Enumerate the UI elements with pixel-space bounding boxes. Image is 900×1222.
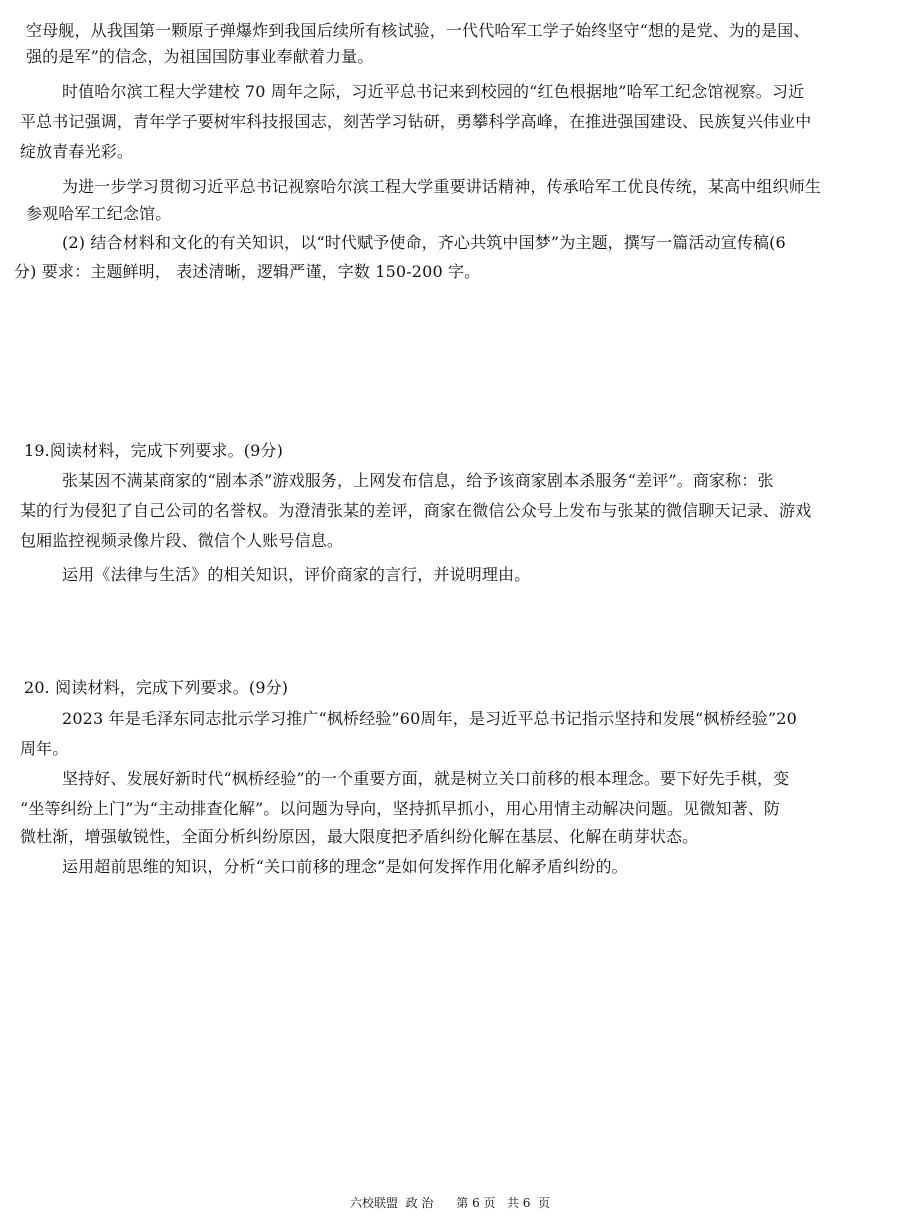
question-20-material-line: 坚持好、发展好新时代“枫桥经验”的一个重要方面，就是树立关口前移的根本理念。要下好先手棋，变 (62, 769, 790, 788)
question-19-material-line: 某的行为侵犯了自己公司的名誉权。为澄清张某的差评，商家在微信公众号上发布与张某的微信聊天记录、游戏 (20, 501, 812, 520)
intro-line: 强的是军”的信念，为祖国国防事业奉献着力量。 (26, 47, 374, 66)
question-20-task: 运用超前思维的知识，分析“关口前移的理念”是如何发挥作用化解矛盾纠纷的。 (62, 857, 628, 876)
intro-line: 空母舰，从我国第一颗原子弹爆炸到我国后续所有核试验，一代代哈军工学子始终坚守“想的是党、为的是国、 (26, 21, 810, 40)
paragraph-line: 绽放青春光彩。 (20, 142, 134, 161)
question-20-heading: 20. 阅读材料，完成下列要求。(9分) (24, 678, 289, 697)
paragraph-line: 平总书记强调，青年学子要树牢科技报国志，刻苦学习钻研，勇攀科学高峰，在推进强国建设、民族复兴伟业中 (20, 112, 812, 131)
question-19-material-line: 张某因不满某商家的“剧本杀”游戏服务，上网发布信息，给予该商家剧本杀服务“差评”。商家称：张 (62, 471, 774, 490)
paragraph-line: 时值哈尔滨工程大学建校 70 周年之际，习近平总书记来到校园的“红色根据地”哈军工纪念馆视察。习近 (62, 82, 805, 101)
question-20-material-line: 2023 年是毛泽东同志批示学习推广“枫桥经验”60周年，是习近平总书记指示坚持和发展“枫桥经验”20 (62, 709, 797, 728)
subquestion-line: 分) 要求：主题鲜明， 表述清晰，逻辑严谨，字数 150-200 字。 (14, 262, 481, 281)
question-20-material-line: 周年。 (20, 739, 69, 758)
question-20-material-line: 微杜渐，增强敏锐性，全面分析纠纷原因，最大限度把矛盾纠纷化解在基层、化解在萌芽状态。 (20, 827, 699, 846)
question-20-material-line: “坐等纠纷上门”为“主动排查化解”。以问题为导向，坚持抓早抓小，用心用情主动解决问题。见微知著、防 (20, 799, 781, 818)
paragraph-line: 参观哈军工纪念馆。 (26, 204, 172, 223)
subquestion-line: (2) 结合材料和文化的有关知识，以“时代赋予使命，齐心共筑中国梦”为主题，撰写一篇活动宣传稿(6 (62, 233, 786, 252)
paragraph-line: 为进一步学习贯彻习近平总书记视察哈尔滨工程大学重要讲话精神，传承哈军工优良传统，某高中组织师生 (62, 177, 822, 196)
question-19-material-line: 包厢监控视频录像片段、微信个人账号信息。 (20, 531, 344, 550)
question-19-task: 运用《法律与生活》的相关知识，评价商家的言行，并说明理由。 (62, 565, 531, 584)
page-footer: 六校联盟 政 治 第 6 页 共 6 页 (349, 1196, 551, 1210)
question-19-heading: 19.阅读材料，完成下列要求。(9分) (24, 441, 283, 460)
